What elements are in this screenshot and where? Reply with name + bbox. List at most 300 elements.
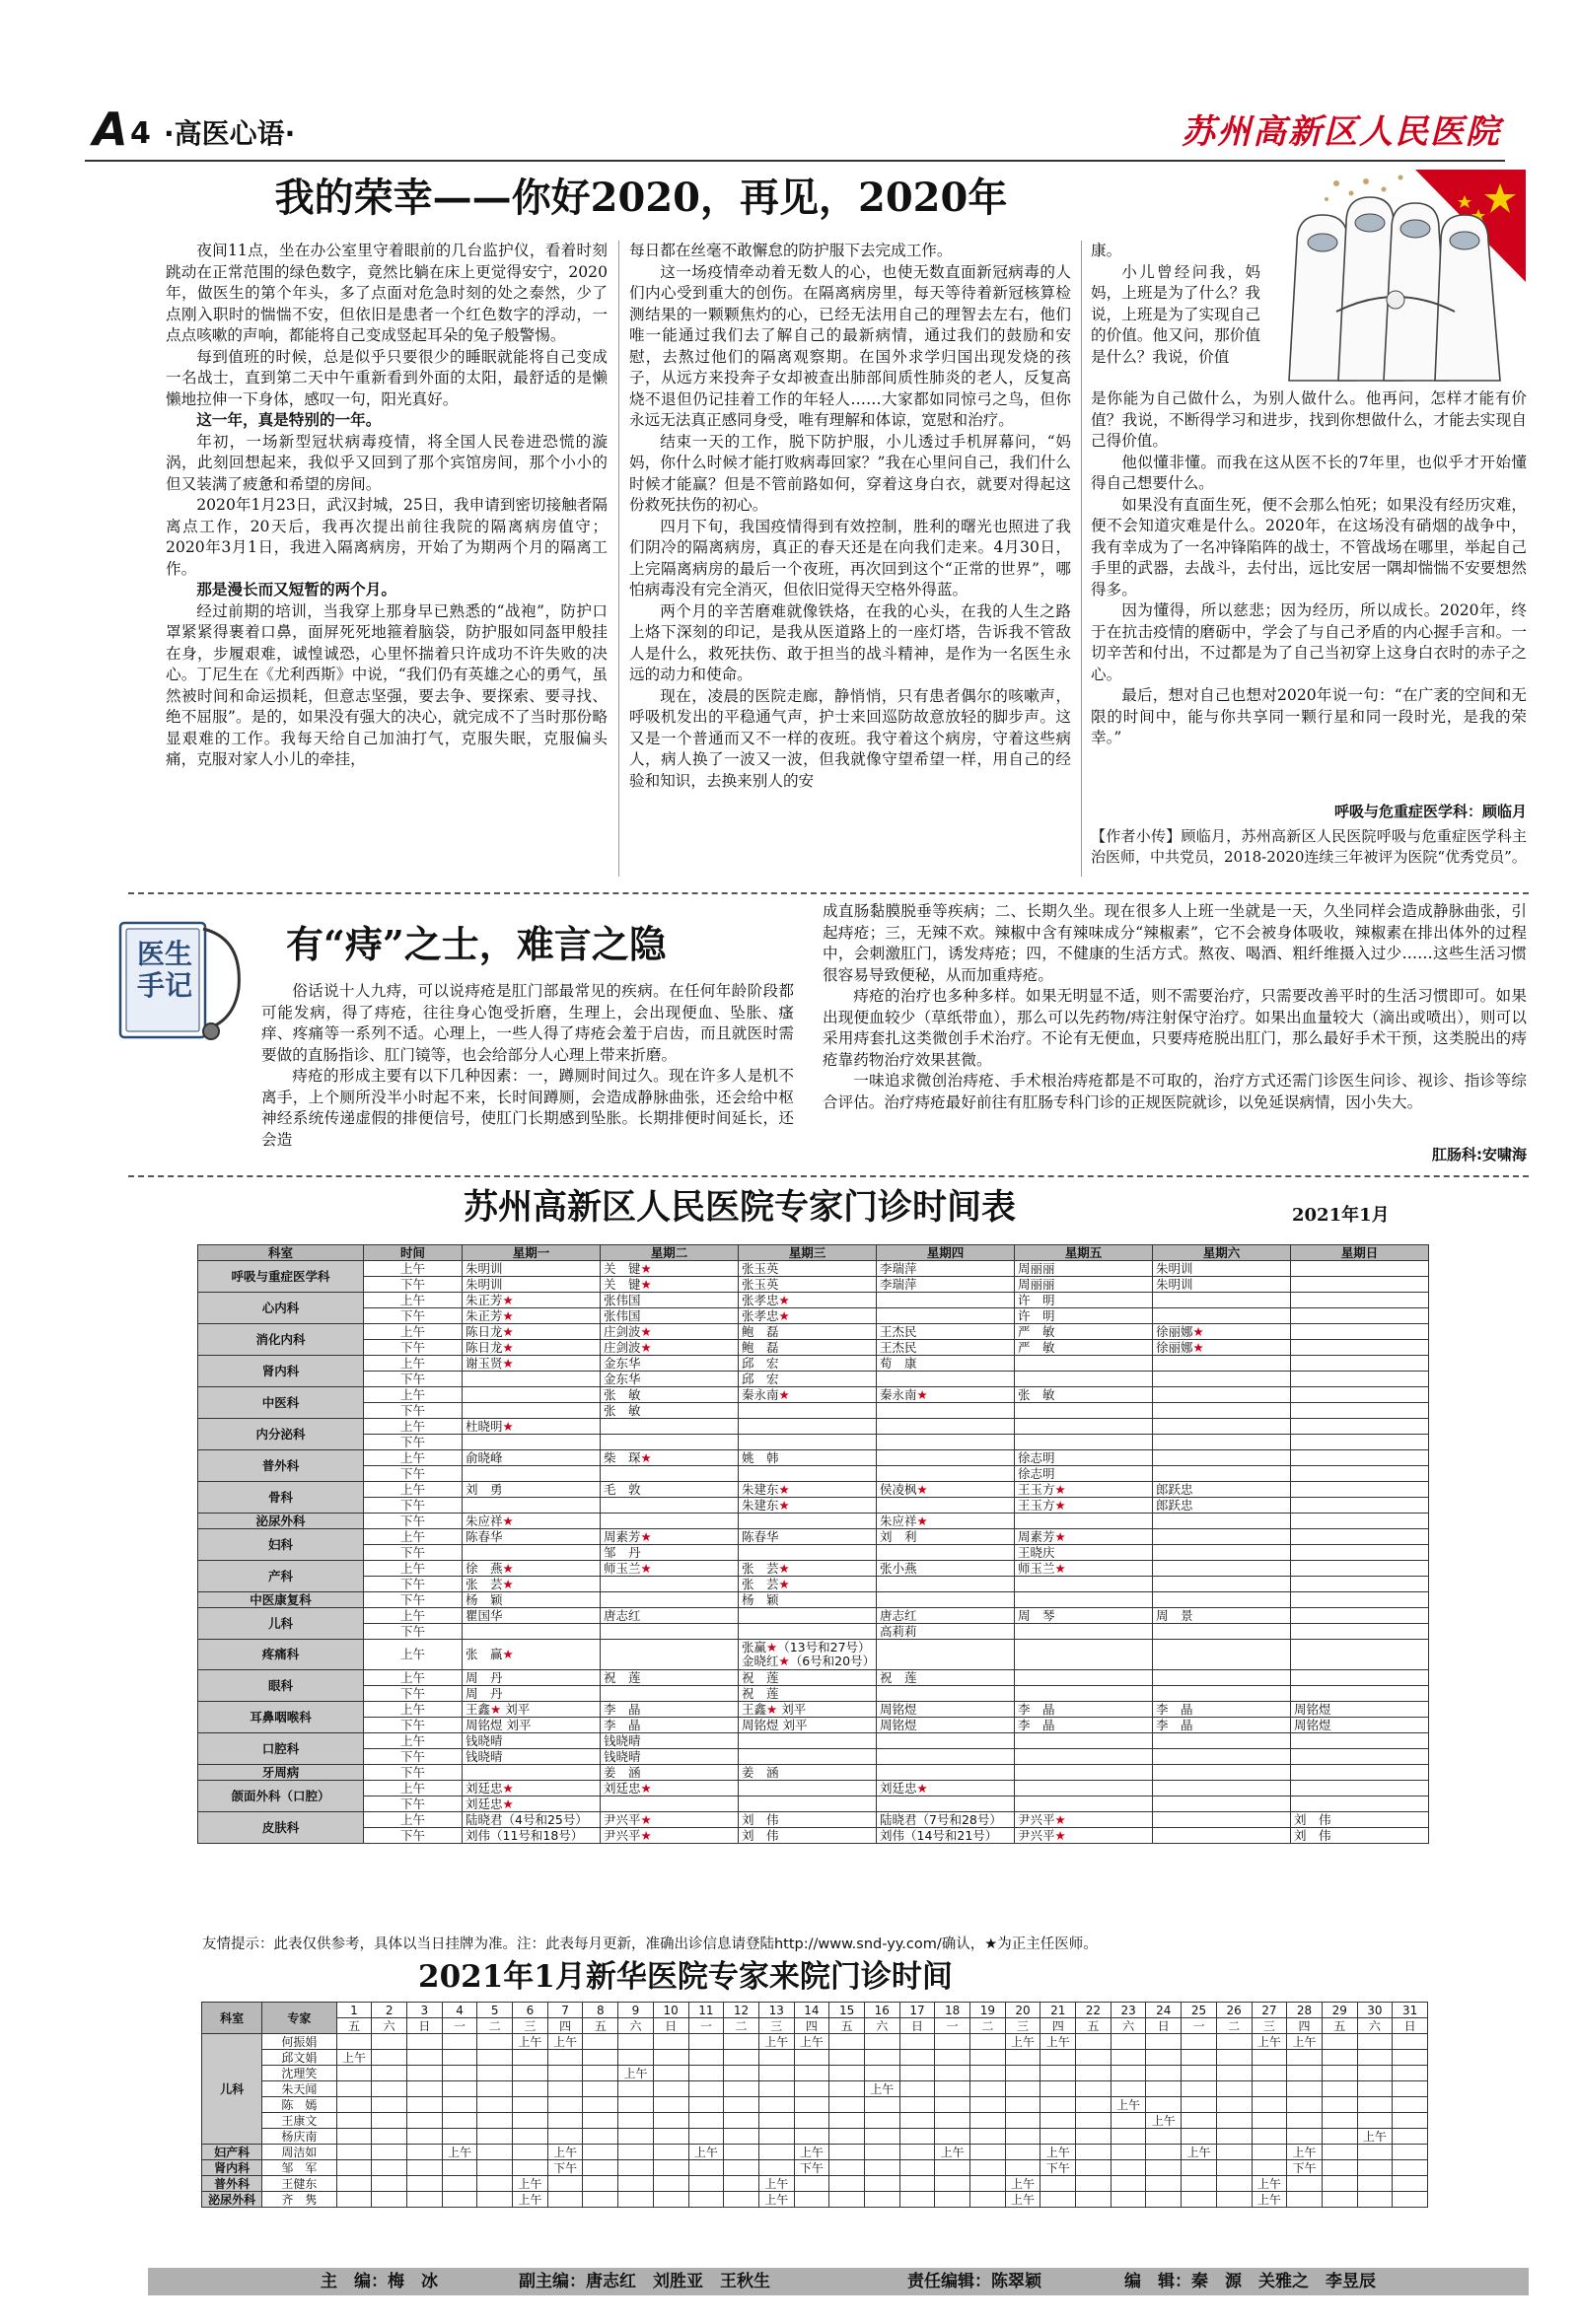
day-cell <box>477 2081 513 2097</box>
chief-physician-star-icon: ★ <box>766 1640 778 1655</box>
session-cell: 下午 <box>364 1308 463 1324</box>
chief-physician-star-icon: ★ <box>640 1560 652 1576</box>
day-cell <box>618 2097 654 2113</box>
doctor-cell: 徐志明 <box>1015 1450 1153 1466</box>
doctor-cell: 周 丹 <box>463 1686 601 1702</box>
paragraph: 两个月的辛苦磨难就像铁烙，在我的心头，在我的人生之路上烙下深刻的印记，是我从医道路上的一座灯塔，告诉我不管敌人是什么，救死扶伤、敢于担当的战斗精神，是作为一名医生永远的动力和使命。 <box>629 601 1071 683</box>
doctor-cell: 朱建东★ <box>739 1482 877 1498</box>
expert-name: 何振娟 <box>262 2034 336 2050</box>
session-cell: 下午 <box>364 1277 463 1293</box>
paragraph: 每日都在丝毫不敢懈怠的防护服下去完成工作。 <box>629 242 953 259</box>
doctor-cell: 尹兴平★ <box>1015 1828 1153 1844</box>
doctor-cell: 张 芸★ <box>463 1577 601 1592</box>
doctor-cell: 刘伟（11号和18号） <box>463 1828 601 1844</box>
doctor-cell <box>1291 1561 1429 1577</box>
day-cell <box>547 2081 583 2097</box>
doctor-cell <box>739 1781 877 1796</box>
chief-physician-star-icon: ★ <box>502 1513 514 1528</box>
day-cell <box>758 2145 794 2160</box>
day-cell <box>1216 2066 1252 2081</box>
day-number: 10 <box>653 2003 688 2018</box>
weekday: 二 <box>1216 2018 1252 2034</box>
doctor-cell <box>1015 1765 1153 1781</box>
day-cell: 下午 <box>1287 2160 1323 2176</box>
day-cell <box>1146 2066 1182 2081</box>
day-cell <box>899 2160 935 2176</box>
day-cell <box>1322 2113 1357 2129</box>
doctor-cell: 张 赢★ <box>463 1640 601 1670</box>
chief-physician-star-icon: ★ <box>916 1513 928 1528</box>
day-cell <box>513 2081 548 2097</box>
doctor-cell <box>1153 1308 1291 1324</box>
chief-physician-star-icon: ★ <box>778 1560 790 1576</box>
weekday: 日 <box>1146 2018 1182 2034</box>
chief-physician-star-icon: ★ <box>1054 1827 1066 1843</box>
day-cell <box>899 2081 935 2097</box>
doctor-cell: 周素芳★ <box>601 1529 739 1545</box>
day-number: 8 <box>583 2003 618 2018</box>
day-cell <box>336 2113 372 2129</box>
article2-right <box>823 901 1527 1113</box>
day-cell <box>1182 2066 1217 2081</box>
doctor-cell <box>1291 1308 1429 1324</box>
day-number-row <box>202 2003 1428 2018</box>
doctor-cell: 姚 韩 <box>739 1450 877 1466</box>
doctor-cell: 朱应祥★ <box>877 1514 1015 1529</box>
paragraph: 夜间11点，坐在办公室里守着眼前的几台监护仪，看着时刻跳动在正常范围的绿色数字，竟然比躺在床上更觉得安宁，2020年，做医生的第个年头，多了点面对危急时刻的处之泰然，少了点刚入职时的惴惴不安，但依旧是患者一个红色数字的浮动，一点点咳嗽的声响，都能将自己变成竖起耳朵的兔子般警惕。 <box>166 242 608 344</box>
doctor-cell: 刘廷忠★ <box>463 1796 601 1812</box>
session-cell: 上午 <box>364 1781 463 1796</box>
session-cell: 上午 <box>364 1324 463 1340</box>
chief-physician-star-icon: ★ <box>778 1386 790 1402</box>
doctor-cell <box>1291 1514 1429 1529</box>
day-cell <box>970 2160 1006 2176</box>
day-number: 31 <box>1393 2003 1428 2018</box>
day-cell <box>1322 2176 1357 2192</box>
doctor-cell <box>877 1435 1015 1450</box>
weekday: 一 <box>935 2018 970 2034</box>
doctor-cell: 周 丹 <box>463 1670 601 1686</box>
subheading: 那是漫长而又短暂的两个月。 <box>196 581 396 599</box>
table-row <box>198 1765 1429 1781</box>
day-cell <box>688 2192 724 2208</box>
department-cell: 眼科 <box>198 1670 364 1702</box>
doctor-cell <box>1015 1796 1153 1812</box>
day-cell <box>547 2129 583 2145</box>
day-cell <box>583 2113 618 2129</box>
doctor-cell <box>463 1403 601 1419</box>
doctor-cell <box>1291 1435 1429 1450</box>
day-cell <box>724 2113 759 2129</box>
doctor-cell <box>877 1733 1015 1749</box>
doctor-cell <box>739 1403 877 1419</box>
day-cell <box>1252 2097 1287 2113</box>
doctor-cell <box>601 1640 739 1670</box>
doctor-cell: 周丽丽 <box>1015 1261 1153 1277</box>
paragraph: 四月下旬，我国疫情得到有效控制，胜利的曙光也照进了我们阴冷的隔离病房，真正的春天还是在向我们走来。4月30日，上完隔离病房的最后一个夜班，再次回到这个“正常的世界”，哪怕病毒没有完全消灭，但依旧觉得天空格外得蓝。 <box>629 517 1071 599</box>
day-cell <box>547 2066 583 2081</box>
day-cell <box>1287 2097 1323 2113</box>
table-row <box>198 1293 1429 1308</box>
day-cell <box>1040 2129 1076 2145</box>
doctor-cell: 钱晓晴 <box>463 1749 601 1765</box>
day-cell <box>1287 2081 1323 2097</box>
day-cell <box>1393 2066 1428 2081</box>
doctor-cell: 瞿国华 <box>463 1608 601 1624</box>
day-cell: 上午 <box>1252 2034 1287 2050</box>
day-number: 29 <box>1322 2003 1357 2018</box>
chief-physician-star-icon: ★ <box>640 1780 652 1796</box>
table-row <box>198 1828 1429 1844</box>
day-cell <box>1146 2034 1182 2050</box>
doctor-cell: 周铭煜 <box>1291 1718 1429 1733</box>
doctor-cell <box>1153 1577 1291 1592</box>
day-cell <box>407 2145 443 2160</box>
department-cell: 泌尿外科 <box>202 2192 262 2208</box>
session-cell: 上午 <box>364 1733 463 1749</box>
doctor-cell <box>1291 1592 1429 1608</box>
doctor-cell <box>1153 1435 1291 1450</box>
doctor-cell <box>463 1435 601 1450</box>
doctor-cell: 刘伟（14号和21号） <box>877 1828 1015 1844</box>
day-cell <box>758 2097 794 2113</box>
day-cell <box>794 2066 829 2081</box>
chief-physician-star-icon: ★ <box>640 1811 652 1827</box>
doctor-cell: 鲍 磊 <box>739 1324 877 1340</box>
column-header: 科室 <box>202 2003 262 2034</box>
paragraph: 是你能为自己做什么，为别人做什么。他再问，怎样才能有价值？我说，不断得学习和进步，找到你想做什么，才能去实现自己得价值。 <box>1091 389 1527 450</box>
doctor-cell <box>1153 1749 1291 1765</box>
department-cell: 呼吸与重症医学科 <box>198 1261 364 1293</box>
chief-physician-star-icon: ★ <box>640 1528 652 1544</box>
col-divider <box>1081 241 1082 877</box>
day-cell <box>899 2097 935 2113</box>
doctor-cell <box>739 1435 877 1450</box>
day-cell <box>1111 2160 1146 2176</box>
day-cell <box>1146 2160 1182 2176</box>
doctor-cell: 周丽丽 <box>1015 1277 1153 1293</box>
day-cell <box>724 2034 759 2050</box>
doctor-cell <box>1291 1482 1429 1498</box>
doctor-cell <box>1153 1686 1291 1702</box>
session-cell: 上午 <box>364 1640 463 1670</box>
table-row <box>198 1796 1429 1812</box>
chief-physician-star-icon: ★ <box>502 1647 514 1661</box>
day-cell <box>1040 2066 1076 2081</box>
doctor-cell <box>877 1498 1015 1514</box>
department-cell: 普外科 <box>198 1450 364 1482</box>
day-number: 16 <box>864 2003 899 2018</box>
weekday: 二 <box>724 2018 759 2034</box>
day-cell <box>1216 2050 1252 2066</box>
day-cell <box>477 2129 513 2145</box>
day-cell <box>758 2081 794 2097</box>
day-cell: 上午 <box>1252 2192 1287 2208</box>
day-cell <box>653 2176 688 2192</box>
day-number: 18 <box>935 2003 970 2018</box>
day-cell <box>1076 2066 1112 2081</box>
doctor-cell <box>739 1608 877 1624</box>
day-cell <box>1040 2050 1076 2066</box>
day-number: 25 <box>1182 2003 1217 2018</box>
department-cell: 普外科 <box>202 2176 262 2192</box>
doctor-cell <box>739 1514 877 1529</box>
day-cell <box>1287 2192 1323 2208</box>
day-cell: 上午 <box>1040 2145 1076 2160</box>
doctor-cell <box>1153 1372 1291 1387</box>
department-cell: 牙周病 <box>198 1765 364 1781</box>
day-cell <box>1393 2081 1428 2097</box>
day-cell <box>1076 2129 1112 2145</box>
day-cell <box>1111 2176 1146 2192</box>
day-cell <box>513 2097 548 2113</box>
day-cell <box>688 2129 724 2145</box>
day-cell <box>829 2097 865 2113</box>
doctor-cell <box>877 1466 1015 1482</box>
department-cell: 妇产科 <box>202 2145 262 2160</box>
doctor-cell <box>1153 1514 1291 1529</box>
day-cell <box>935 2129 970 2145</box>
chief-physician-star-icon: ★ <box>1054 1497 1066 1513</box>
day-cell <box>1076 2034 1112 2050</box>
session-cell: 上午 <box>364 1419 463 1435</box>
department-cell: 中医科 <box>198 1387 364 1419</box>
expert-name: 齐 隽 <box>262 2192 336 2208</box>
department-cell: 疼痛科 <box>198 1640 364 1670</box>
doctor-cell <box>739 1749 877 1765</box>
weekday: 五 <box>829 2018 865 2034</box>
day-number: 14 <box>794 2003 829 2018</box>
day-number: 22 <box>1076 2003 1112 2018</box>
doctor-cell: 王杰民 <box>877 1324 1015 1340</box>
day-cell <box>1322 2145 1357 2160</box>
day-cell <box>1182 2050 1217 2066</box>
schedule-header-row <box>198 1245 1429 1261</box>
day-cell <box>935 2034 970 2050</box>
doctor-cell <box>601 1435 739 1450</box>
table-row <box>198 1308 1429 1324</box>
weekday: 六 <box>618 2018 654 2034</box>
day-cell <box>829 2192 865 2208</box>
day-cell <box>1216 2097 1252 2113</box>
doctor-cell <box>877 1372 1015 1387</box>
header-rule <box>85 160 1505 162</box>
day-cell <box>583 2097 618 2113</box>
table-row <box>202 2034 1428 2050</box>
table-row <box>202 2192 1428 2208</box>
day-cell <box>372 2081 407 2097</box>
doctor-cell: 徐丽娜★ <box>1153 1324 1291 1340</box>
doctor-cell: 周铭煜 刘平 <box>739 1718 877 1733</box>
day-cell <box>1146 2050 1182 2066</box>
doctor-cell: 张孝忠★ <box>739 1308 877 1324</box>
doctor-cell: 庄剑波★ <box>601 1324 739 1340</box>
doctor-cell: 张玉英 <box>739 1277 877 1293</box>
column-header: 星期五 <box>1015 1245 1153 1261</box>
day-cell <box>1216 2145 1252 2160</box>
day-cell: 上午 <box>1357 2129 1393 2145</box>
day-cell: 上午 <box>618 2066 654 2081</box>
table-row <box>198 1624 1429 1640</box>
day-cell <box>372 2113 407 2129</box>
chief-physician-star-icon: ★ <box>1054 1481 1066 1497</box>
chief-physician-star-icon: ★ <box>778 1292 790 1307</box>
paragraph: 结束一天的工作，脱下防护服，小儿透过手机屏幕问，“妈妈，你什么时候才能打败病毒回家？”我在心里问自己，我们什么时候才能赢？但是不管前路如何，穿着这身白衣，就要对得起这份救死扶伤的初心。 <box>629 432 1071 514</box>
day-cell <box>794 2176 829 2192</box>
doctor-cell <box>601 1686 739 1702</box>
article2-left <box>261 981 794 1151</box>
day-cell <box>372 2145 407 2160</box>
day-cell <box>1216 2176 1252 2192</box>
doctor-cell <box>877 1640 1015 1670</box>
table-row <box>198 1498 1429 1514</box>
day-cell <box>1111 2192 1146 2208</box>
article1-col1 <box>166 241 608 771</box>
day-cell <box>372 2176 407 2192</box>
day-number: 4 <box>442 2003 477 2018</box>
editors: 编 辑：秦 源 关雅之 李昱辰 <box>1124 2272 1376 2291</box>
session-cell: 下午 <box>364 1749 463 1765</box>
day-cell <box>829 2176 865 2192</box>
day-cell <box>688 2066 724 2081</box>
doctor-cell: 徐丽娜★ <box>1153 1340 1291 1356</box>
day-cell <box>1322 2050 1357 2066</box>
doctor-cell: 王玉方★ <box>1015 1482 1153 1498</box>
doctor-cell <box>877 1796 1015 1812</box>
table-row <box>202 2129 1428 2145</box>
doctor-cell <box>1291 1498 1429 1514</box>
day-cell <box>1216 2034 1252 2050</box>
day-cell <box>724 2081 759 2097</box>
day-cell <box>758 2113 794 2129</box>
day-cell <box>935 2192 970 2208</box>
doctor-cell: 关 键★ <box>601 1261 739 1277</box>
chief-physician-star-icon: ★ <box>778 1576 790 1591</box>
paragraph: 年初，一场新型冠状病毒疫情，将全国人民卷进恐慌的漩涡，此刻回想起来，我似乎又回到了那个宾馆房间，那个小小的但又装满了疲惫和希望的房间。 <box>166 432 608 493</box>
day-cell <box>407 2113 443 2129</box>
doctor-cell: 金东华 <box>601 1356 739 1372</box>
doctor-cell <box>877 1419 1015 1435</box>
day-number: 24 <box>1146 2003 1182 2018</box>
weekday: 一 <box>442 2018 477 2034</box>
chief-physician-star-icon: ★ <box>490 1701 502 1717</box>
day-cell <box>1146 2176 1182 2192</box>
day-cell <box>1182 2097 1217 2113</box>
day-cell <box>864 2034 899 2050</box>
doctor-cell <box>1015 1514 1153 1529</box>
chief-physician-star-icon: ★ <box>916 1481 928 1497</box>
day-cell <box>618 2050 654 2066</box>
day-cell <box>1146 2192 1182 2208</box>
xinhua-title: 2021年1月新华医院专家来院门诊时间 <box>418 1959 953 1995</box>
doctor-cell <box>1153 1419 1291 1435</box>
schedule-month: 2021年1月 <box>1292 1205 1390 1226</box>
doctor-cell <box>1291 1466 1429 1482</box>
day-cell <box>618 2176 654 2192</box>
page-letter: A <box>93 103 128 156</box>
day-cell <box>653 2113 688 2129</box>
article1-col2 <box>629 241 1071 792</box>
doctor-cell: 李 晶 <box>1153 1702 1291 1718</box>
column-header: 时间 <box>364 1245 463 1261</box>
day-cell <box>794 2113 829 2129</box>
department-cell: 儿科 <box>202 2034 262 2145</box>
session-cell: 下午 <box>364 1403 463 1419</box>
doctor-cell <box>1153 1466 1291 1482</box>
chief-physician-star-icon: ★ <box>640 1260 652 1276</box>
table-row <box>202 2160 1428 2176</box>
doctor-cell: 尹兴平★ <box>601 1812 739 1828</box>
day-cell <box>407 2129 443 2145</box>
day-cell <box>829 2129 865 2145</box>
doctor-cell: 张伟国 <box>601 1308 739 1324</box>
day-cell <box>513 2145 548 2160</box>
expert-name: 邱文娟 <box>262 2050 336 2066</box>
doctor-cell: 周铭煜 <box>1291 1702 1429 1718</box>
doctor-cell <box>1153 1640 1291 1670</box>
day-number: 19 <box>970 2003 1006 2018</box>
day-cell <box>477 2192 513 2208</box>
doctor-cell: 邹 丹 <box>601 1545 739 1561</box>
day-cell <box>899 2050 935 2066</box>
doctor-cell <box>877 1686 1015 1702</box>
weekday: 日 <box>407 2018 443 2034</box>
day-cell <box>1287 2129 1323 2145</box>
doctor-cell <box>1291 1387 1429 1403</box>
doctor-cell <box>877 1308 1015 1324</box>
day-cell <box>618 2113 654 2129</box>
day-cell <box>688 2176 724 2192</box>
day-cell <box>1216 2113 1252 2129</box>
day-cell <box>1287 2176 1323 2192</box>
doctor-cell: 祝 莲 <box>739 1670 877 1686</box>
doctor-cell: 许 明 <box>1015 1308 1153 1324</box>
doctor-cell <box>1291 1608 1429 1624</box>
chief-physician-star-icon: ★ <box>502 1292 514 1307</box>
day-cell <box>1216 2192 1252 2208</box>
day-cell <box>1357 2081 1393 2097</box>
day-cell <box>407 2097 443 2113</box>
table-row <box>202 2066 1428 2081</box>
doctor-cell: 祝 莲 <box>739 1686 877 1702</box>
doctor-cell: 张伟国 <box>601 1293 739 1308</box>
doctor-cell: 荀 康 <box>877 1356 1015 1372</box>
day-cell <box>1216 2081 1252 2097</box>
day-cell <box>1322 2129 1357 2145</box>
table-row <box>202 2145 1428 2160</box>
day-cell <box>442 2066 477 2081</box>
chief-physician-star-icon: ★ <box>1192 1339 1204 1355</box>
day-cell: 上午 <box>547 2145 583 2160</box>
paragraph: 最后，想对自己也想对2020年说一句：“在广袤的空间和无限的时间中，能与你共享同一颗行星和同一段时光，是我的荣幸。” <box>1091 686 1527 746</box>
day-cell: 上午 <box>1040 2034 1076 2050</box>
doctor-cell: 杨 颖 <box>463 1592 601 1608</box>
day-cell <box>1216 2160 1252 2176</box>
doctor-cell: 王鑫★ 刘平 <box>739 1702 877 1718</box>
day-cell <box>758 2050 794 2066</box>
day-cell <box>794 2129 829 2145</box>
doctor-cell: 张孝忠★ <box>739 1293 877 1308</box>
day-number: 26 <box>1216 2003 1252 2018</box>
day-cell <box>1252 2081 1287 2097</box>
doctor-cell <box>877 1403 1015 1419</box>
day-cell <box>477 2034 513 2050</box>
chief-physician-star-icon: ★ <box>778 1307 790 1323</box>
doctor-cell: 刘廷忠★ <box>463 1781 601 1796</box>
schedule-table <box>197 1244 1429 1844</box>
chief-physician-star-icon: ★ <box>502 1355 514 1371</box>
chief-physician-star-icon: ★ <box>778 1654 790 1668</box>
